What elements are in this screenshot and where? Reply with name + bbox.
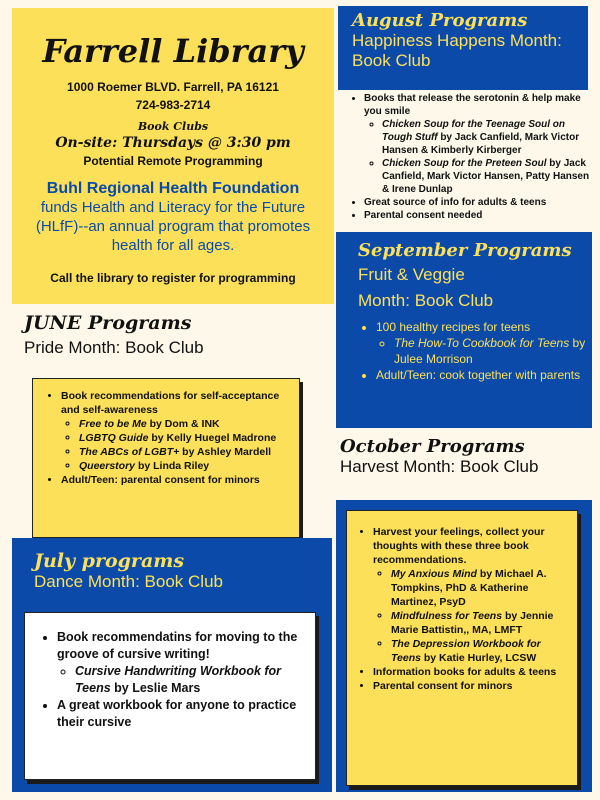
june-card bbox=[32, 378, 300, 538]
october-note-2: • Parental consent for minors bbox=[373, 679, 569, 693]
register-note: Call the library to register for programming bbox=[50, 271, 296, 285]
october-card bbox=[346, 510, 578, 786]
book-clubs-label: Book Clubs bbox=[137, 120, 209, 133]
october-heading: October Programs bbox=[340, 436, 525, 457]
library-info-panel bbox=[12, 8, 334, 304]
september-intro: • 100 healthy recipes for teens bbox=[376, 319, 592, 335]
august-book-2: ◦ Chicken Soup for the Preteen Soul by Jack Canfield, Mark Victor Hansen, Patty Hansen & Irene Dunlap bbox=[382, 157, 590, 196]
august-header bbox=[338, 6, 588, 90]
library-address: 1000 Roemer BLVD. Farrell, PA 16121 bbox=[67, 80, 279, 94]
june-book-3: ◦ The ABCs of LGBT+ by Ashley Mardell bbox=[79, 445, 289, 459]
july-book: ◦ Cursive Handwriting Workbook for Teens by Leslie Mars bbox=[75, 663, 301, 697]
july-subtitle: Dance Month: Book Club bbox=[34, 572, 223, 591]
july-card bbox=[24, 612, 316, 780]
october-note-1: • Information books for adults & teens bbox=[373, 665, 569, 679]
august-list bbox=[346, 92, 590, 232]
september-book: ◦ The How-To Cookbook for Teens by Julee Morrison bbox=[394, 335, 592, 367]
august-heading: August Programs bbox=[352, 10, 528, 31]
october-subtitle: Harvest Month: Book Club bbox=[340, 457, 539, 476]
september-note: • Adult/Teen: cook together with parents bbox=[376, 367, 592, 383]
october-book-2: ◦ Mindfulness for Teens by Jennie Marie Battistin,, MA, LMFT bbox=[391, 609, 569, 637]
september-subtitle-2: Month: Book Club bbox=[358, 291, 494, 310]
september-panel bbox=[336, 232, 592, 428]
foundation-name: Buhl Regional Health Foundation bbox=[46, 180, 300, 197]
september-subtitle-1: Fruit & Veggie bbox=[358, 265, 465, 284]
september-heading: September Programs bbox=[358, 240, 572, 261]
july-note: • A great workbook for anyone to practice their cursive bbox=[57, 697, 301, 731]
foundation-text: funds Health and Literacy for the Future (HLfF)--an annual program that promotes health for all ages. bbox=[35, 199, 311, 254]
october-header bbox=[340, 436, 590, 477]
june-book-2: ◦ LGBTQ Guide by Kelly Huegel Madrone bbox=[79, 431, 289, 445]
august-book-1: ◦ Chicken Soup for the Teenage Soul on Tough Stuff by Jack Canfield, Mark Victor Hansen & Kimberly Kirberger bbox=[382, 118, 590, 157]
june-intro: • Book recommendations for self-acceptance and self-awareness bbox=[61, 389, 289, 417]
june-heading: JUNE Programs bbox=[24, 312, 192, 334]
june-subtitle: Pride Month: Book Club bbox=[24, 338, 204, 357]
october-intro: • Harvest your feelings, collect your thoughts with these three book recommendations. bbox=[373, 525, 569, 567]
august-note-1: • Great source of info for adults & teens bbox=[364, 196, 590, 209]
june-note: • Adult/Teen: parental consent for minors bbox=[61, 473, 289, 487]
august-intro: • Books that release the serotonin & help make you smile bbox=[364, 92, 590, 118]
june-book-1: ◦ Free to be Me by Dom & INK bbox=[79, 417, 289, 431]
onsite-schedule: On-site: Thursdays @ 3:30 pm bbox=[55, 135, 291, 151]
august-subtitle: Happiness Happens Month: Book Club bbox=[352, 31, 562, 70]
june-book-4: ◦ Queerstory by Linda Riley bbox=[79, 459, 289, 473]
library-phone: 724-983-2714 bbox=[135, 98, 211, 112]
october-book-1: ◦ My Anxious Mind by Michael A. Tompkins, PhD & Katherine Martinez, PsyD bbox=[391, 567, 569, 609]
june-header bbox=[24, 312, 324, 358]
library-title: Farrell Library bbox=[42, 32, 304, 70]
august-note-2: • Parental consent needed bbox=[364, 209, 590, 222]
july-intro: • Book recommendatins for moving to the groove of cursive writing! bbox=[57, 629, 301, 663]
july-heading: July programs bbox=[34, 550, 185, 572]
october-book-3: ◦ The Depression Workbook for Teens by Katie Hurley, LCSW bbox=[391, 637, 569, 665]
remote-programming: Potential Remote Programming bbox=[83, 154, 263, 168]
